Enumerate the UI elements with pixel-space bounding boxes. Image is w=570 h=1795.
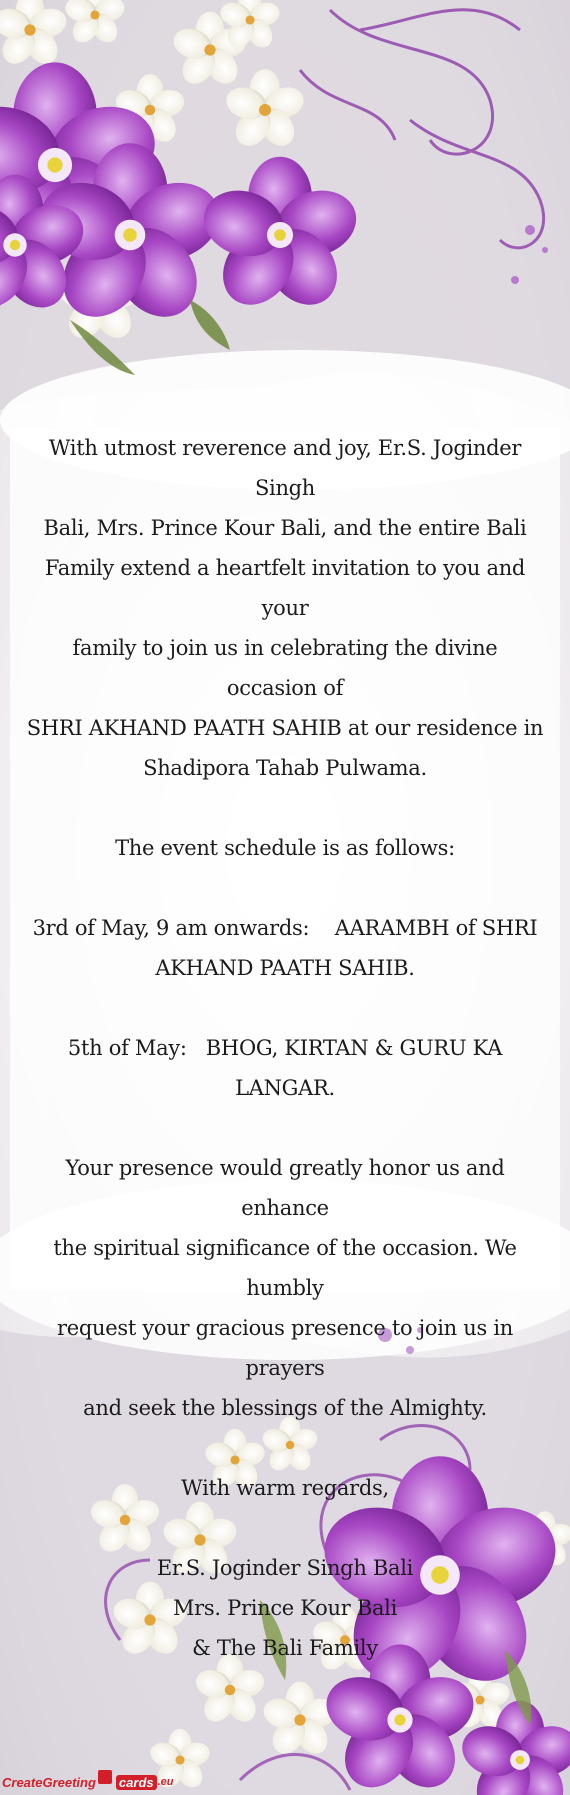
signature-line: Mrs. Prince Kour Bali	[172, 1596, 398, 1620]
event-2-continued: LANGAR.	[235, 1076, 335, 1100]
gift-icon	[98, 1770, 112, 1784]
closing-line: request your gracious presence to join us in prayers	[57, 1316, 513, 1380]
regards: With warm regards,	[181, 1476, 389, 1500]
message-line: Shadipora Tahab Pulwama.	[143, 756, 427, 780]
closing-line: the spiritual significance of the occasion. We humbly	[53, 1236, 517, 1300]
message-line: With utmost reverence and joy, Er.S. Joginder Singh	[48, 436, 522, 500]
message-line: SHRI AKHAND PAATH SAHIB at our residence in	[26, 716, 544, 740]
closing-line: Your presence would greatly honor us and enhance	[65, 1156, 505, 1220]
event-1-continued: AKHAND PAATH SAHIB.	[155, 956, 415, 980]
watermark-cards: cards	[116, 1775, 157, 1790]
schedule-intro: The event schedule is as follows:	[115, 836, 455, 860]
signature-line: Er.S. Joginder Singh Bali	[156, 1556, 414, 1580]
invitation-message	[26, 428, 544, 1668]
event-1: 3rd of May, 9 am onwards: AARAMBH of SHRI	[32, 916, 538, 940]
site-watermark[interactable]	[2, 1771, 174, 1793]
message-line: Family extend a heartfelt invitation to you and your	[44, 556, 526, 620]
message-line: Bali, Mrs. Prince Kour Bali, and the entire Bali	[43, 516, 527, 540]
event-2: 5th of May: BHOG, KIRTAN & GURU KA	[67, 1036, 503, 1060]
message-line: family to join us in celebrating the divine occasion of	[72, 636, 498, 700]
watermark-text: CreateGreeting	[2, 1774, 96, 1790]
closing-line: and seek the blessings of the Almighty.	[83, 1396, 487, 1420]
signature-line: & The Bali Family	[192, 1636, 378, 1660]
watermark-domain: .eu	[157, 1776, 174, 1788]
